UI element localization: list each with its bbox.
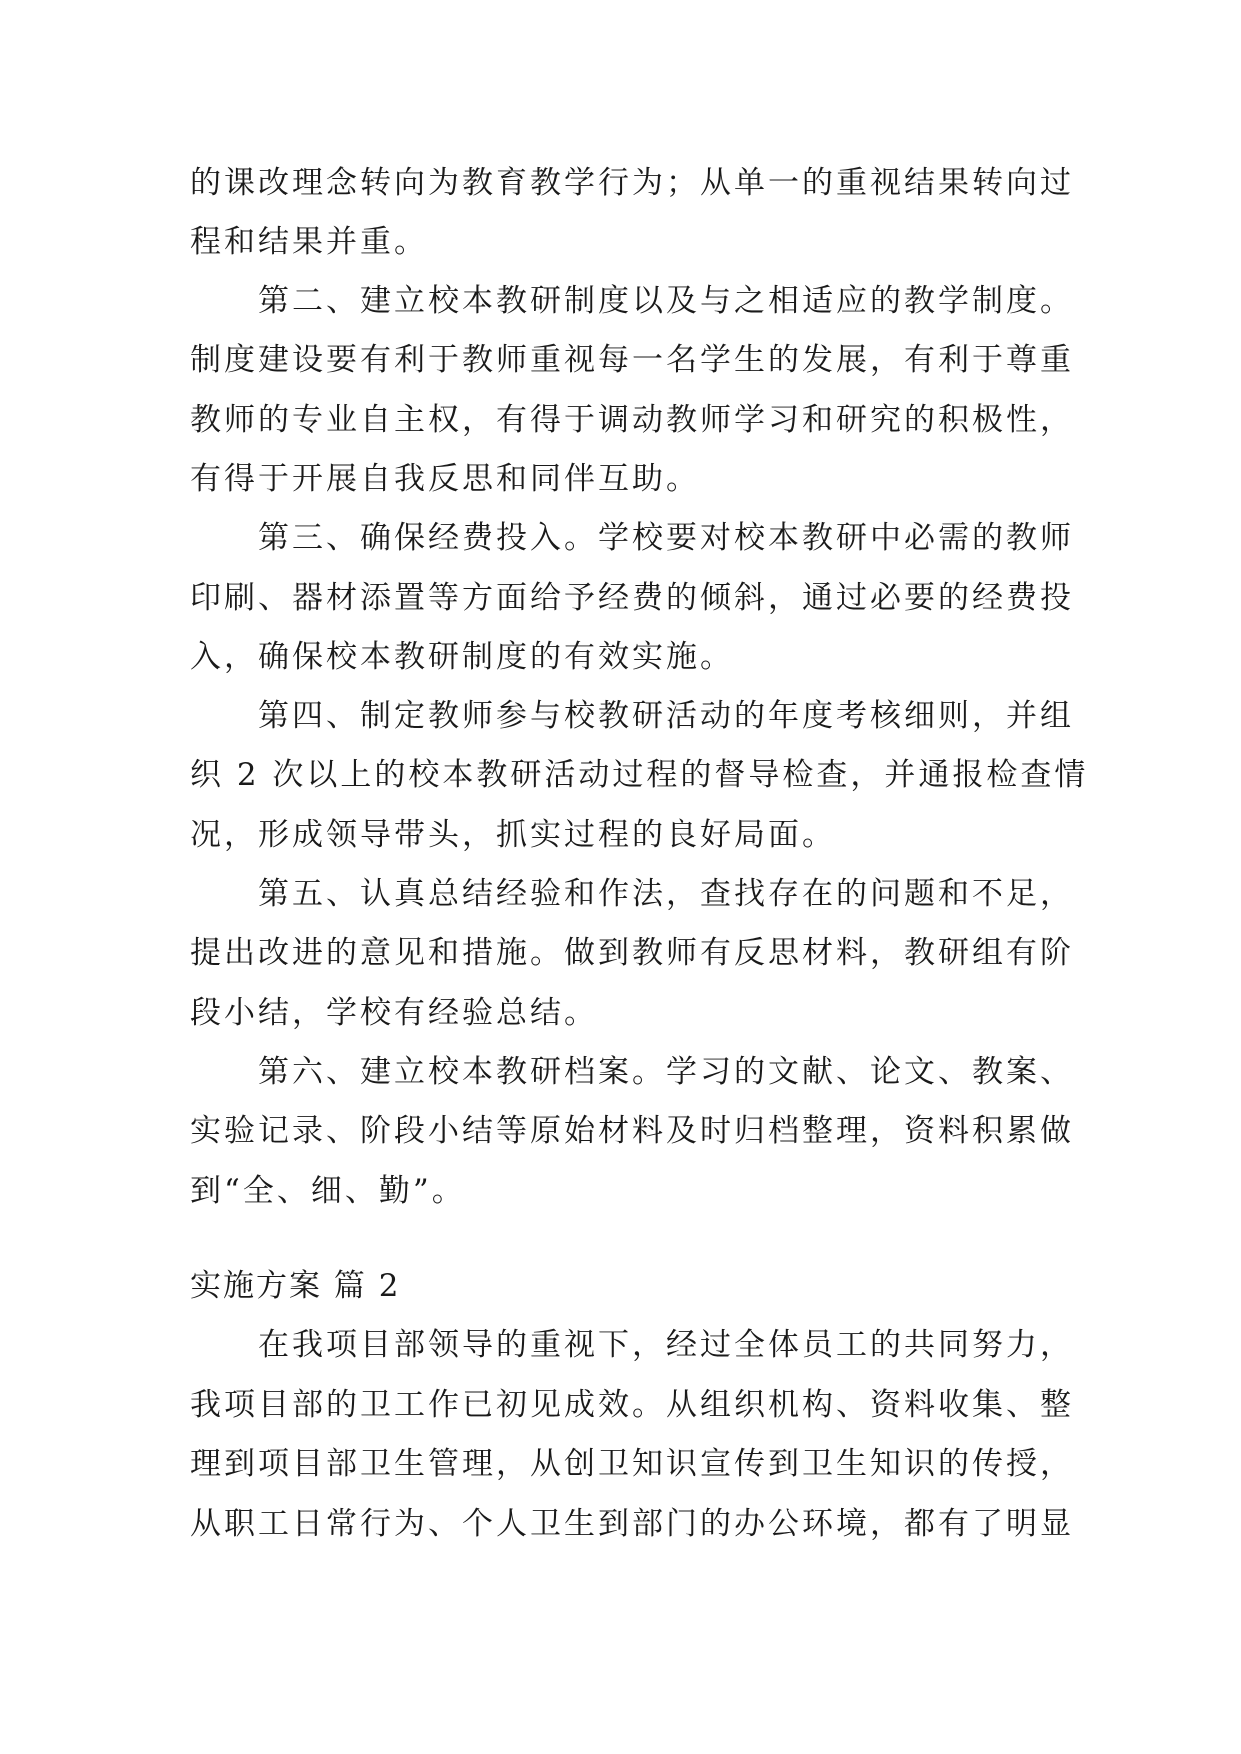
text-line: 有得于开展自我反思和同伴互助。 [190, 461, 700, 497]
text-line: 的课改理念转向为教育教学行为；从单一的重视结果转向过 [190, 165, 1074, 201]
text-line: 实验记录、阶段小结等原始材料及时归档整理，资料积累做 [190, 1113, 1074, 1149]
paragraph-start: 在我项目部领导的重视下，经过全体员工的共同努力， [258, 1327, 1074, 1363]
paragraph-start: 第三、确保经费投入。学校要对校本教研中必需的教师 [258, 520, 1074, 556]
text-line: 到“全、细、勤”。 [190, 1173, 466, 1209]
text-line: 印刷、器材添置等方面给予经费的倾斜，通过必要的经费投 [190, 580, 1074, 616]
text-line: 程和结果并重。 [190, 224, 428, 260]
paragraph-start: 第五、认真总结经验和作法，查找存在的问题和不足， [258, 876, 1074, 912]
text-line: 提出改进的意见和措施。做到教师有反思材料，教研组有阶 [190, 935, 1074, 971]
paragraph-start: 第二、建立校本教研制度以及与之相适应的教学制度。 [258, 283, 1074, 319]
paragraph-start: 第四、制定教师参与校教研活动的年度考核细则，并组 [258, 698, 1074, 734]
section-heading: 实施方案 篇 2 [190, 1268, 401, 1304]
text-line: 教师的专业自主权，有得于调动教师学习和研究的积极性， [190, 402, 1074, 438]
text-line: 我项目部的卫工作已初见成效。从组织机构、资料收集、整 [190, 1387, 1074, 1423]
text-line: 入，确保校本教研制度的有效实施。 [190, 639, 734, 675]
text-line: 制度建设要有利于教师重视每一名学生的发展，有利于尊重 [190, 342, 1074, 378]
text-line: 从职工日常行为、个人卫生到部门的办公环境，都有了明显 [190, 1506, 1074, 1542]
paragraph-start: 第六、建立校本教研档案。学习的文献、论文、教案、 [258, 1054, 1074, 1090]
text-line: 织 2 次以上的校本教研活动过程的督导检查，并通报检查情 [190, 757, 1089, 793]
text-line: 况，形成领导带头，抓实过程的良好局面。 [190, 817, 836, 853]
text-line: 段小结，学校有经验总结。 [190, 995, 598, 1031]
text-line: 理到项目部卫生管理，从创卫知识宣传到卫生知识的传授， [190, 1446, 1074, 1482]
